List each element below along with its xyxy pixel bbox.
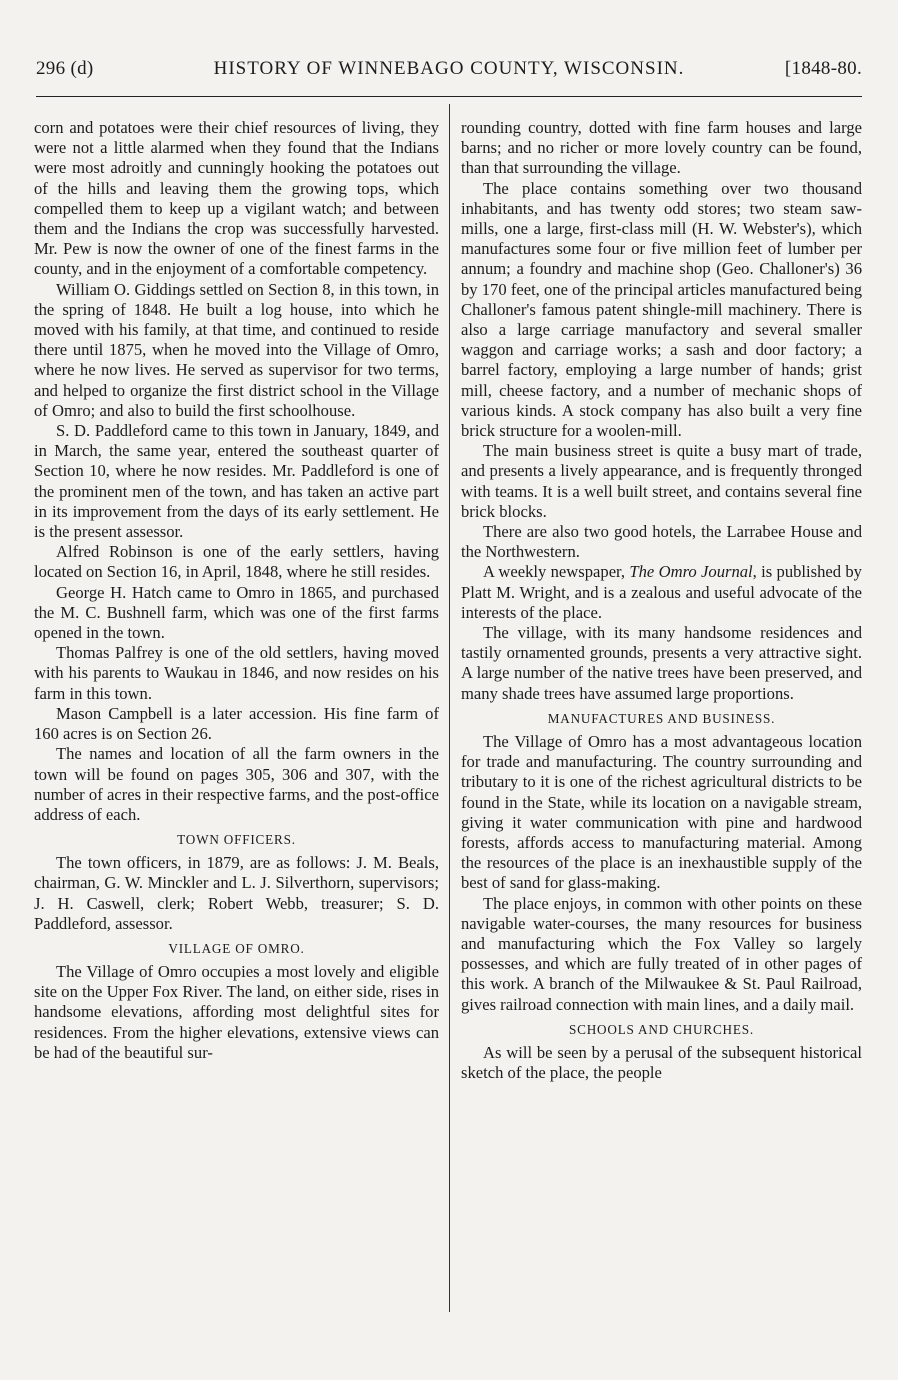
paragraph: corn and potatoes were their chief resources of living, they were not a little alarmed when they found that the Indians were most adroitly and cunningly hooking the potatoes out of the hills and leaving them the growing tops, which compelled them to keep up a vigilant watch; and between them and the Indians the crop was successfully harvested. Mr. Pew is now the owner of one of the finest farms in the county, and in the enjoyment of a comfortable competency. xyxy=(34,118,439,279)
paragraph xyxy=(461,562,862,623)
running-title: HISTORY OF WINNEBAGO COUNTY, WISCONSIN. xyxy=(213,58,685,79)
text-run: , is published by Platt M. Wright, and is a zealous and useful advocate of the interests of the place. xyxy=(461,562,862,622)
page-number: 296 (d) xyxy=(36,58,94,79)
paragraph: Mason Campbell is a later accession. His fine farm of 160 acres is on Section 26. xyxy=(34,703,439,744)
paragraph: The main business street is quite a busy mart of trade, and presents a lively appearance, and is frequently thronged with teams. It is a well built street, and contains several fine brick blocks. xyxy=(461,441,862,521)
page-header xyxy=(36,56,862,86)
paragraph: The village, with its many handsome residences and tastily ornamented grounds, presents a very attractive sight. A large number of the native trees have been preserved, and many shade trees have assumed large proportions. xyxy=(461,623,862,703)
paragraph: The town officers, in 1879, are as follows: J. M. Beals, chairman, G. W. Minckler and L. J. Silverthorn, supervisors; J. H. Caswell, clerk; Robert Webb, treasurer; S. D. Paddleford, assessor. xyxy=(34,853,439,933)
header-rule xyxy=(36,96,862,97)
section-heading: MANUFACTURES AND BUSINESS. xyxy=(547,710,776,726)
newspaper-title: The Omro Journal xyxy=(629,562,753,582)
paragraph: The Village of Omro occupies a most lovely and eligible site on the Upper Fox River. The land, on either side, rises in handsome elevations, affording most delightful sites for residences. From the higher elevations, extensive views can be had of the beautiful sur- xyxy=(34,961,439,1062)
text-run: A weekly newspaper, xyxy=(483,562,630,582)
paragraph: William O. Giddings settled on Section 8, in this town, in the spring of 1848. He built a log house, into which he moved with his family, at that time, and continued to reside there until 1875, when he moved into the Village of Omro, where he now lives. He served as supervisor for two terms, and helped to organize the first district school in the Village of Omro; and also to build the first schoolhouse. xyxy=(34,279,439,420)
paragraph: Thomas Palfrey is one of the old settlers, having moved with his parents to Waukau in 1846, and now resides on his farm in this town. xyxy=(34,643,439,703)
section-heading: SCHOOLS AND CHURCHES. xyxy=(569,1021,754,1037)
paragraph: The place enjoys, in common with other points on these navigable water-courses, the many resources for business and manufacturing which the Fox Valley so largely possesses, and which are fully treated of in other pages of this work. A branch of the Milwaukee & St. Paul Railroad, gives railroad connection with main lines, and a daily mail. xyxy=(461,893,862,1014)
paragraph: The names and location of all the farm owners in the town will be found on pages 305, 306 and 307, with the number of acres in their respective farms, and the post-office address of each. xyxy=(34,744,439,824)
year-range: [1848-80. xyxy=(784,58,862,79)
paragraph: As will be seen by a perusal of the subsequent historical sketch of the place, the people xyxy=(461,1042,862,1082)
section-heading: VILLAGE OF OMRO. xyxy=(168,940,305,956)
paragraph: George H. Hatch came to Omro in 1865, and purchased the M. C. Bushnell farm, which was one of the first farms opened in the town. xyxy=(34,582,439,643)
right-column xyxy=(461,118,862,1083)
section-heading: TOWN OFFICERS. xyxy=(177,832,296,848)
paragraph: The Village of Omro has a most advantageous location for trade and manufacturing. The country surrounding and tributary to it is one of the richest agricultural districts to be found in the State, while its location on a navigable stream, giving it water communication with pine and hardwood forests, affords access to manufacturing material. Among the resources of the place is an inexhaustible supply of the best of sand for glass-making. xyxy=(461,731,862,893)
left-column xyxy=(34,118,439,1063)
paragraph: The place contains something over two thousand inhabitants, and has twenty odd stores; two steam saw-mills, one a large, first-class mill (H. W. Webster's), which manufactures some four or five million feet of lumber per annum; a foundry and machine shop (Geo. Challoner's) 36 by 170 feet, one of the principal articles manufactured being Challoner's famous patent shingle-mill machinery. There is also a large carriage manufactory and several smaller waggon and carriage works; a sash and door factory; a barrel factory, employing a large number of hands; grist mill, cheese factory, and a number of mechanic shops of various kinds. A stock company has also built a very fine brick structure for a woolen-mill. xyxy=(461,178,862,441)
paragraph: S. D. Paddleford came to this town in January, 1849, and in March, the same year, entered the southeast quarter of Section 10, where he now resides. Mr. Paddleford is one of the prominent men of the town, and has taken an active part in its improvement from the days of its early settlement. He is the present assessor. xyxy=(34,421,439,542)
column-divider xyxy=(449,104,450,1312)
paragraph: There are also two good hotels, the Larrabee House and the Northwestern. xyxy=(461,522,862,562)
paragraph: rounding country, dotted with fine farm houses and large barns; and no richer or more lovely country can be found, than that surrounding the village. xyxy=(461,118,862,178)
paragraph: Alfred Robinson is one of the early settlers, having located on Section 16, in April, 1848, where he still resides. xyxy=(34,542,439,582)
